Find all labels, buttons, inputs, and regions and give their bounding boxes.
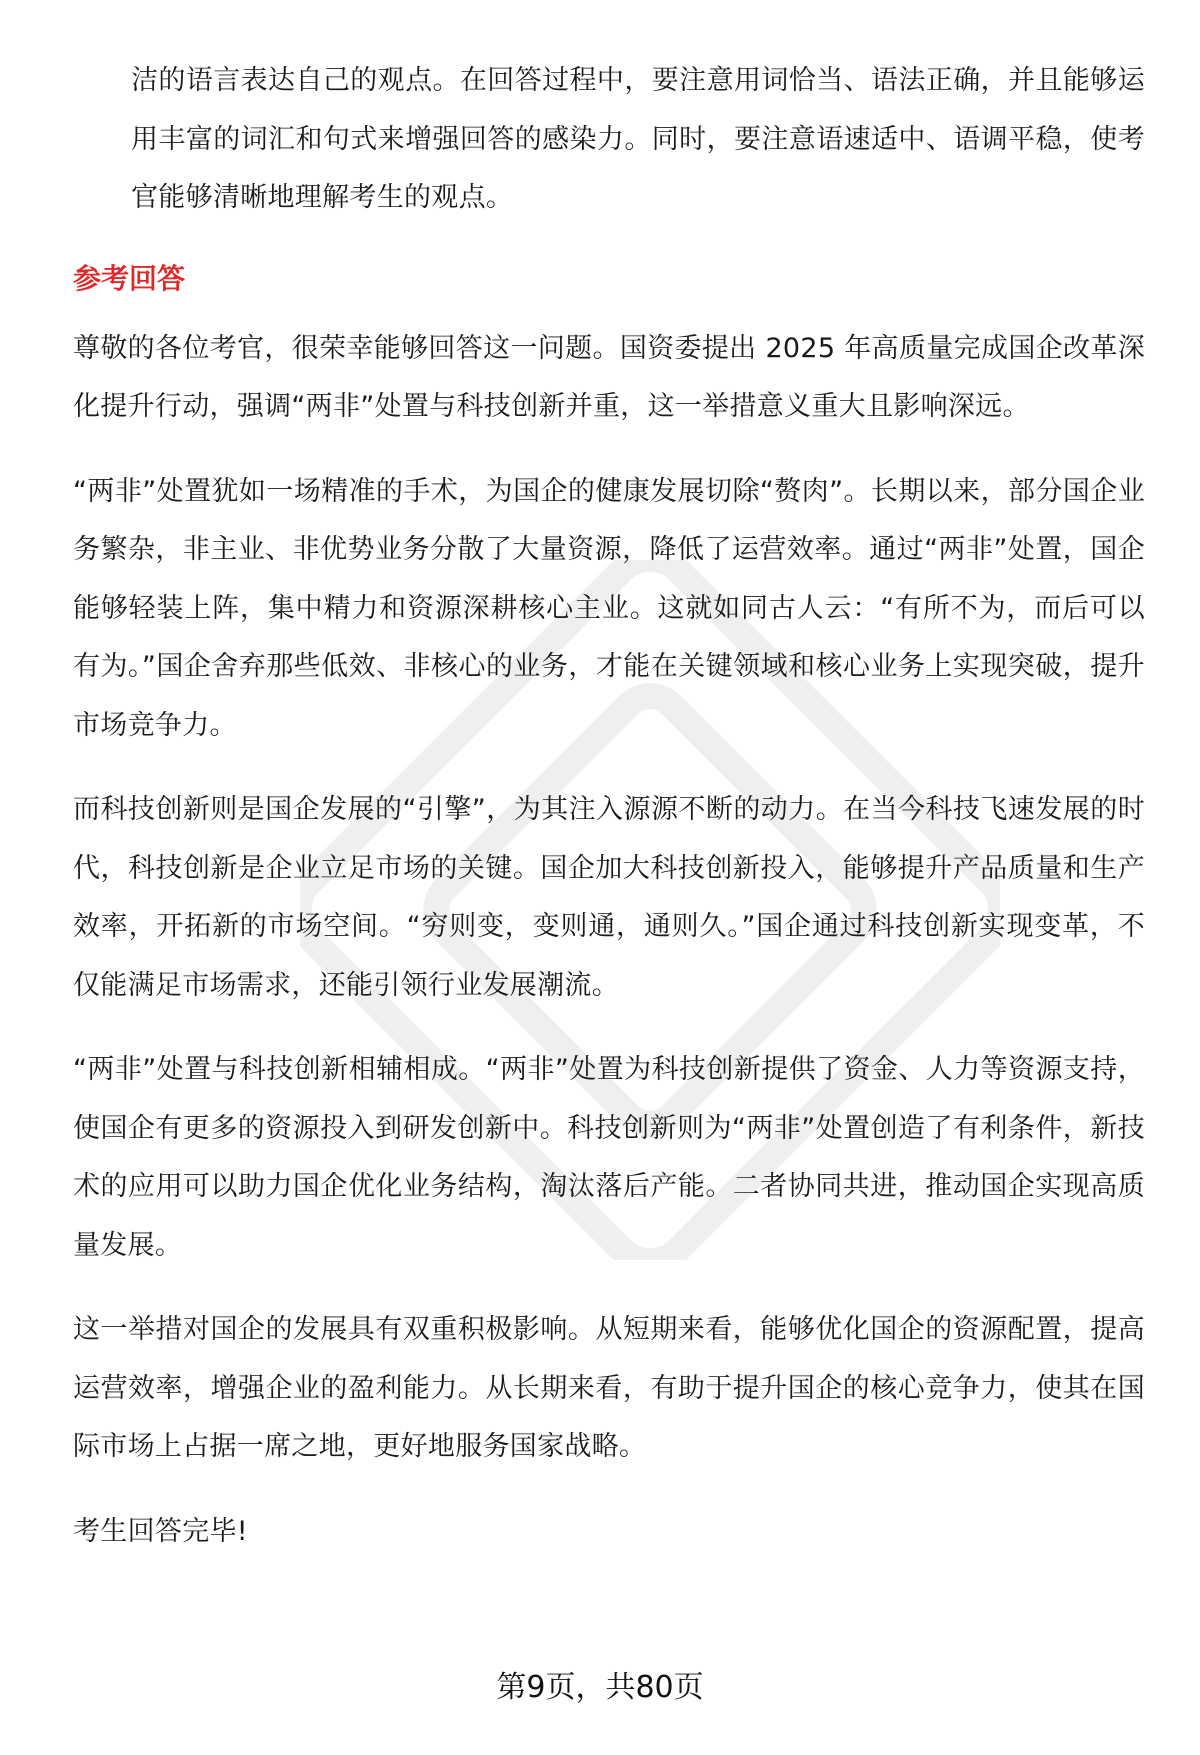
answer-paragraph-two-non-disposal: “两非”处置犹如一场精准的手术，为国企的健康发展切除“赘肉”。长期以来，部分国企业务繁杂，非主业、非优势业务分散了大量资源，降低了运营效率。通过“两非”处置，国企能够轻装上阵，集中精力和资源深耕核心主业。这就如同古人云：“有所不为，而后可以有为。”国企舍弃那些低效、非核心的业务，才能在关键领域和核心业务上实现突破，提升市场竞争力。 bbox=[73, 475, 1145, 741]
answer-paragraph-impact: 这一举措对国企的发展具有双重积极影响。从短期来看，能够优化国企的资源配置，提高运营效率，增强企业的盈利能力。从长期来看，有助于提升国企的核心竞争力，使其在国际市场上占据一席之地，更好地服务国家战略。 bbox=[73, 1314, 1145, 1462]
reference-answer-heading: 参考回答 bbox=[73, 261, 186, 295]
answer-paragraph-tech-innovation: 而科技创新则是国企发展的“引擎”，为其注入源源不断的动力。在当今科技飞速发展的时代，科技创新是企业立足市场的关键。国企加大科技创新投入，能够提升产品质量和生产效率，开拓新的市场空间。“穷则变，变则通，通则久。”国企通过科技创新实现变革，不仅能满足市场需求，还能引领行业发展潮流。 bbox=[73, 794, 1145, 1001]
intro-continuation-paragraph: 洁的语言表达自己的观点。在回答过程中，要注意用词恰当、语法正确，并且能够运用丰富的词汇和句式来增强回答的感染力。同时，要注意语速适中、语调平稳，使考官能够清晰地理解考生的观点。 bbox=[131, 65, 1145, 213]
document-page bbox=[73, 52, 1145, 1561]
answer-paragraph-complementary: “两非”处置与科技创新相辅相成。“两非”处置为科技创新提供了资金、人力等资源支持，使国企有更多的资源投入到研发创新中。科技创新则为“两非”处置创造了有利条件，新技术的应用可以助力国企优化业务结构，淘汰落后产能。二者协同共进，推动国企实现高质量发展。 bbox=[73, 1054, 1145, 1261]
answer-paragraph-closing: 考生回答完毕! bbox=[73, 1515, 248, 1547]
answer-paragraph-opening: 尊敬的各位考官，很荣幸能够回答这一问题。国资委提出 2025 年高质量完成国企改革深化提升行动，强调“两非”处置与科技创新并重，这一举措意义重大且影响深远。 bbox=[73, 332, 1145, 422]
page-number: 第9页，共80页 bbox=[496, 1670, 704, 1705]
